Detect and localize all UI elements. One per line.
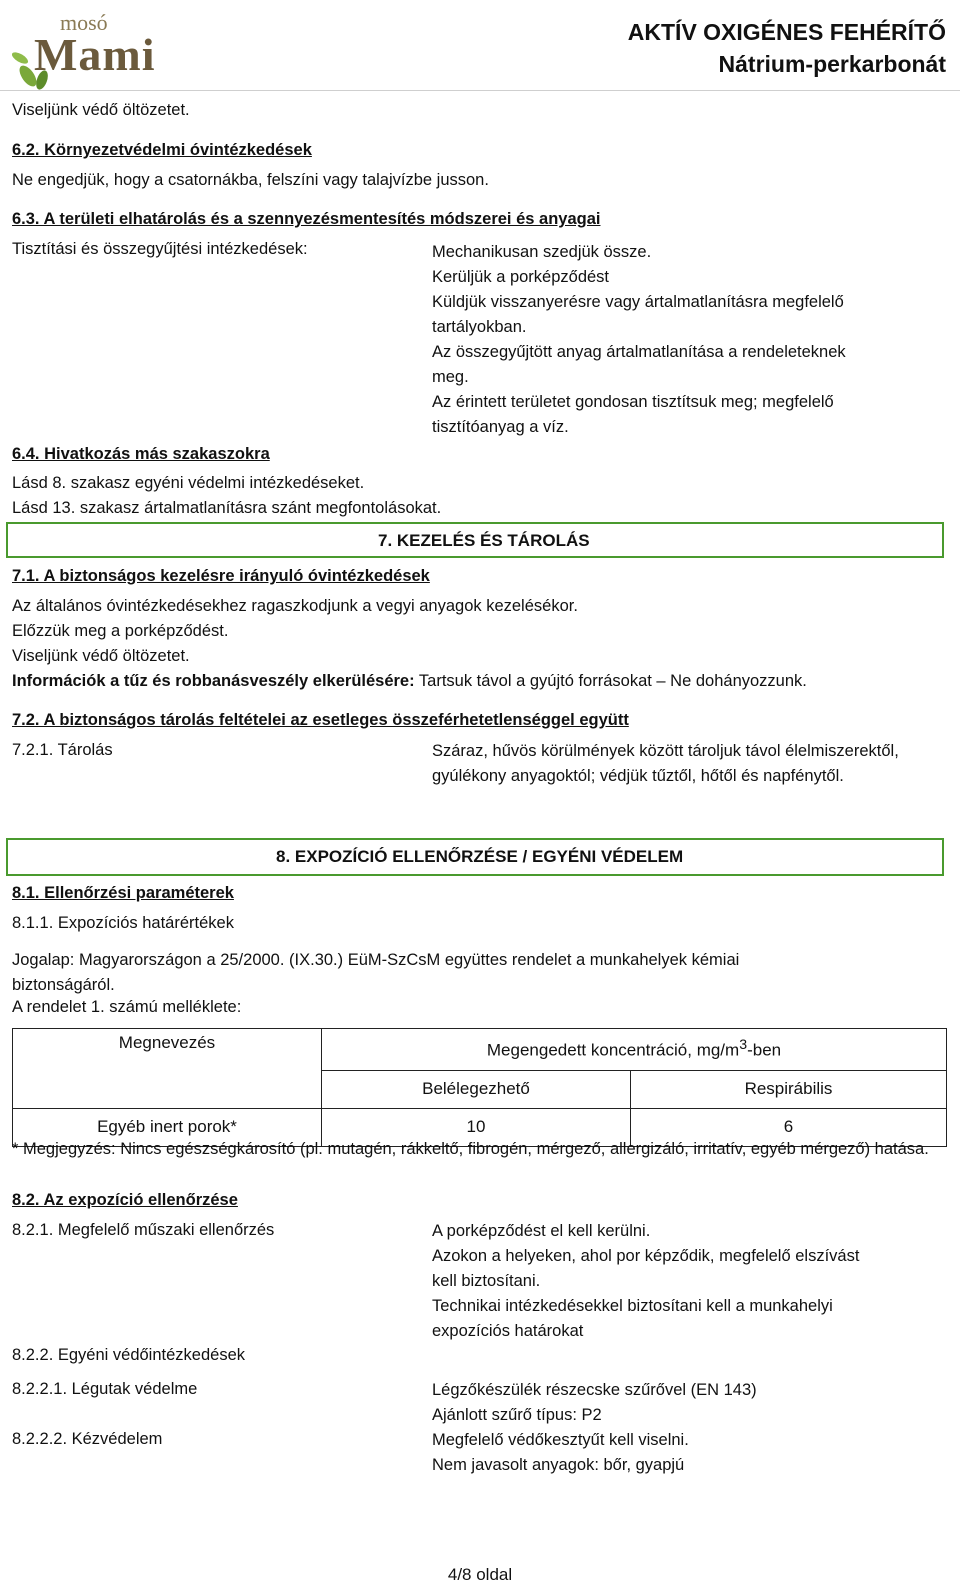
heading-6-2: 6.2. Környezetvédelmi óvintézkedések	[12, 141, 312, 159]
storage-label: 7.2.1. Tárolás	[12, 741, 113, 759]
empty-cell	[13, 1070, 322, 1108]
cleanup-label: Tisztítási és összegyűjtési intézkedések:	[12, 240, 308, 258]
cleanup-line: Kerüljük a porképződést	[432, 268, 610, 286]
env-precaution-text: Ne engedjük, hogy a csatornákba, felszíni vagy talajvízbe jusson.	[12, 171, 489, 189]
conc-label: Megengedett koncentráció, mg/m	[486, 1041, 740, 1061]
protective-clothing-line: Viseljünk védő öltözetet.	[12, 101, 190, 119]
technical-control-text	[432, 1219, 932, 1344]
tech-line: A porképződést el kell kerülni.	[432, 1222, 651, 1240]
resp-line: Ajánlott szűrő típus: P2	[432, 1406, 602, 1424]
heading-6-4: 6.4. Hivatkozás más szakaszokra	[12, 445, 270, 463]
subheader-inhalable: Belélegezhető	[322, 1070, 631, 1108]
handling-line: Az általános óvintézkedésekhez ragaszkodjunk a vegyi anyagok kezelésékor.	[12, 597, 578, 615]
document-header	[628, 16, 946, 80]
hand-protection-label: 8.2.2.2. Kézvédelem	[12, 1430, 163, 1448]
cleanup-line: tartályokban.	[432, 318, 527, 336]
personal-protection-label: 8.2.2. Egyéni védőintézkedések	[12, 1346, 245, 1364]
row-value-inhalable: 10	[322, 1108, 631, 1146]
hand-protection-text	[432, 1428, 932, 1478]
row-name: Egyéb inert porok*	[13, 1108, 322, 1146]
conc-suffix: -ben	[747, 1041, 782, 1061]
subheader-respirable: Respirábilis	[631, 1070, 947, 1108]
cleanup-line: tisztítóanyag a víz.	[432, 418, 569, 436]
heading-8-1: 8.1. Ellenőrzési paraméterek	[12, 884, 234, 902]
section-8-title: 8. EXPOZÍCIÓ ELLENŐRZÉSE / EGYÉNI VÉDELEM	[276, 847, 684, 866]
cleanup-line: Az összegyűjtött anyag ártalmatlanítása a rendeleteknek	[432, 343, 846, 361]
handling-line: Viseljünk védő öltözetet.	[12, 647, 190, 665]
storage-text: Száraz, hűvös körülmények között tároljuk távol élelmiszerektől, gyúlékony anyagoktól; védjük tűztől, hőtől és napfénytől.	[432, 742, 899, 785]
tech-line: Azokon a helyeken, ahol por képződik, megfelelő elszívást	[432, 1247, 860, 1265]
resp-line: Légzőkészülék részecske szűrővel (EN 143)	[432, 1381, 757, 1399]
section-7-title: 7. KEZELÉS ÉS TÁROLÁS	[378, 531, 590, 550]
heading-6-3: 6.3. A területi elhatárolás és a szennyezésmentesítés módszerei és anyagai	[12, 210, 601, 228]
col-header-concentration	[322, 1029, 947, 1071]
product-title: AKTÍV OXIGÉNES FEHÉRÍTŐ	[627, 19, 946, 45]
reference-section-8: Lásd 8. szakasz egyéni védelmi intézkedéseket.	[12, 474, 365, 492]
respiratory-protection-label: 8.2.2.1. Légutak védelme	[12, 1380, 198, 1398]
page-number: 4/8 oldal	[447, 1565, 513, 1584]
logo-text-top: mosó	[60, 10, 108, 35]
heading-8-2: 8.2. Az expozíció ellenőrzése	[12, 1191, 238, 1209]
hand-line: Nem javasolt anyagok: bőr, gyapjú	[432, 1456, 685, 1474]
fire-info-label: Információk a tűz és robbanásveszély elkerülésére:	[12, 672, 415, 690]
cleanup-line: Az érintett területet gondosan tisztítsuk meg; megfelelő	[432, 393, 834, 411]
table-row	[13, 1070, 947, 1108]
technical-control-label: 8.2.1. Megfelelő műszaki ellenőrzés	[12, 1221, 275, 1239]
cleanup-line: Mechanikusan szedjük össze.	[432, 243, 652, 261]
product-subtitle: Nátrium-perkarbonát	[718, 51, 946, 77]
row-value-respirable: 6	[631, 1108, 947, 1146]
table-note: * Megjegyzés: Nincs egészségkárosító (pl. mutagén, rákkeltő, fibrogén, mérgező, allergizáló, irritatív, egyéb mérgező) hatása.	[12, 1140, 929, 1158]
respiratory-protection-text	[432, 1378, 932, 1428]
tech-line: Technikai intézkedésekkel biztosítani kell a munkahelyi	[432, 1297, 833, 1315]
tech-line: expozíciós határokat	[432, 1322, 584, 1340]
cleanup-line: meg.	[432, 368, 469, 386]
fire-info-line	[12, 672, 807, 691]
logo-text-bottom: Mami	[34, 29, 156, 80]
handling-line: Előzzük meg a porképződést.	[12, 622, 229, 640]
heading-7-1: 7.1. A biztonságos kezelésre irányuló óvintézkedések	[12, 567, 430, 585]
brand-logo	[12, 6, 156, 90]
exposure-limits-table	[12, 1028, 947, 1147]
fire-info-text: Tartsuk távol a gyújtó forrásokat – Ne dohányozzunk.	[414, 672, 807, 690]
hand-line: Megfelelő védőkesztyűt kell viselni.	[432, 1431, 689, 1449]
heading-8-1-1: 8.1.1. Expozíciós határértékek	[12, 914, 234, 932]
table-row	[13, 1029, 947, 1071]
cleanup-measures	[432, 240, 932, 440]
col-header-name: Megnevezés	[13, 1029, 322, 1071]
cleanup-line: Küldjük visszanyerésre vagy ártalmatlanításra megfelelő	[432, 293, 844, 311]
heading-7-2: 7.2. A biztonságos tárolás feltételei az esetleges összeférhetetlenséggel együtt	[12, 711, 629, 729]
header-divider	[0, 90, 960, 91]
reference-section-13: Lásd 13. szakasz ártalmatlanításra szánt megfontolásokat.	[12, 499, 442, 517]
tech-line: kell biztosítani.	[432, 1272, 541, 1290]
conc-superscript: 3	[739, 1037, 748, 1054]
annex-label: A rendelet 1. számú melléklete:	[12, 998, 242, 1016]
legal-basis: Jogalap: Magyarországon a 25/2000. (IX.30.) EüM-SzCsM együttes rendelet a munkahelyek kémiai biztonságáról.	[12, 951, 740, 994]
